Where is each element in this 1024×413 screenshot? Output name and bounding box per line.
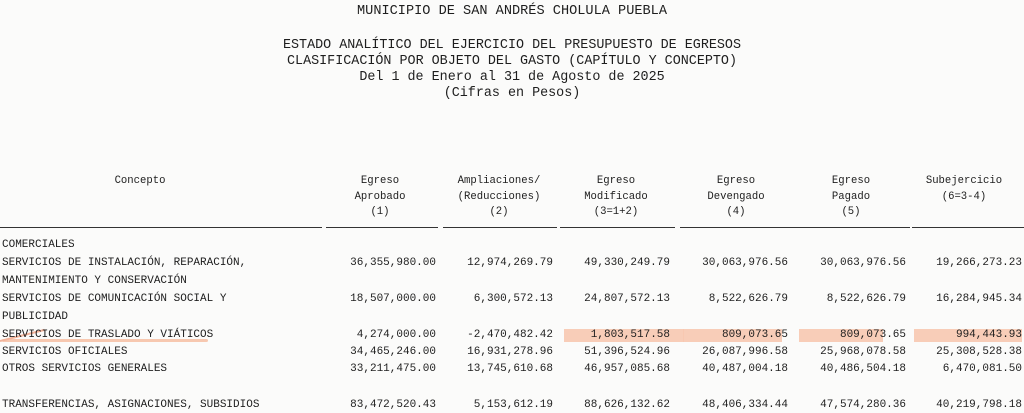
- header-rule: [326, 227, 438, 228]
- header-rule: [443, 227, 557, 228]
- row-value: 33,211,475.00: [350, 363, 436, 375]
- column-header: [680, 174, 792, 221]
- row-value: 8,522,626.79: [708, 293, 788, 305]
- row-concept: SERVICIOS OFICIALES: [2, 346, 128, 358]
- column-header-line: (4): [726, 206, 746, 218]
- row-value: 6,300,572.13: [473, 293, 553, 305]
- row-value: 18,507,000.00: [350, 293, 436, 305]
- row-value: 12,974,269.79: [467, 257, 553, 269]
- row-value: 994,443.93: [955, 329, 1022, 341]
- column-header: [322, 174, 438, 221]
- report-period: Del 1 de Enero al 31 de Agosto de 2025: [359, 70, 665, 85]
- row-value: 30,063,976.56: [820, 257, 906, 269]
- column-header: [908, 174, 1020, 205]
- row-value: 25,308,528.38: [936, 346, 1022, 358]
- report-units: (Cifras en Pesos): [443, 86, 581, 101]
- table-row: [0, 291, 1024, 307]
- row-value: 83,472,520.43: [350, 399, 436, 411]
- row-concept: COMERCIALES: [2, 239, 75, 251]
- column-header-line: (3=1+2): [593, 206, 639, 218]
- column-header-line: (2): [489, 206, 509, 218]
- column-header-line: (6=3-4): [941, 190, 987, 203]
- row-value: -2,470,482.42: [467, 329, 553, 341]
- table-row: [0, 327, 1024, 343]
- header-rule: [0, 227, 322, 228]
- row-value: 34,465,246.00: [350, 346, 436, 358]
- row-concept: SERVICIOS DE COMUNICACIÓN SOCIAL Y: [2, 293, 227, 305]
- column-header: [560, 174, 672, 221]
- row-value: 48,406,334.44: [702, 399, 788, 411]
- column-header-line: Egreso: [831, 175, 871, 187]
- report-classification: CLASIFICACIÓN POR OBJETO DEL GASTO (CAPÍTULO Y CONCEPTO): [287, 54, 737, 69]
- row-value: 51,396,524.96: [584, 346, 670, 358]
- row-value: 4,274,000.00: [356, 329, 436, 341]
- column-header-line: Ampliaciones/: [457, 175, 541, 187]
- column-header-line: Concepto: [114, 175, 166, 187]
- row-value: 16,931,278.96: [467, 346, 553, 358]
- row-value: 30,063,976.56: [702, 257, 788, 269]
- column-header: [443, 174, 555, 221]
- row-value: 40,219,798.18: [936, 399, 1022, 411]
- row-value: 13,745,610.68: [467, 363, 553, 375]
- row-value: 6,470,081.50: [942, 363, 1022, 375]
- row-value: 5,153,612.19: [473, 399, 553, 411]
- column-header-line: (5): [841, 206, 861, 218]
- column-header-line: Pagado: [831, 190, 871, 203]
- row-value: 809,073.65: [721, 329, 788, 341]
- row-value: 47,574,280.36: [820, 399, 906, 411]
- header-rule: [912, 227, 1024, 228]
- row-concept: MANTENIMIENTO Y CONSERVACIÓN: [2, 275, 187, 287]
- column-header-line: Subejercicio: [925, 175, 1003, 187]
- row-concept: SERVICIOS DE INSTALACIÓN, REPARACIÓN,: [2, 257, 247, 269]
- row-value: 1,803,517.58: [590, 329, 670, 341]
- column-header-line: Devengado: [707, 190, 765, 203]
- column-header-line: Egreso: [360, 175, 400, 187]
- row-value: 8,522,626.79: [826, 293, 906, 305]
- table-row: [0, 273, 1024, 289]
- column-header-line: Modificado: [584, 190, 648, 203]
- table-row: [0, 397, 1024, 413]
- row-value: 88,626,132.62: [584, 399, 670, 411]
- column-header-line: (1): [370, 206, 390, 218]
- row-value: 19,266,273.23: [936, 257, 1022, 269]
- municipality-name: MUNICIPIO DE SAN ANDRÉS CHOLULA PUEBLA: [357, 4, 667, 19]
- column-header-line: (Reducciones): [457, 190, 541, 203]
- header-rule: [560, 227, 675, 228]
- column-header: [60, 174, 220, 190]
- report-header: [0, 4, 1024, 102]
- row-value: 40,486,504.18: [820, 363, 906, 375]
- row-value: 40,487,004.18: [702, 363, 788, 375]
- table-row: [0, 237, 1024, 253]
- row-concept: PUBLICIDAD: [2, 311, 69, 323]
- table-row: [0, 361, 1024, 377]
- column-header-line: Aprobado: [354, 190, 406, 203]
- column-header-line: Egreso: [596, 175, 636, 187]
- report-title: ESTADO ANALÍTICO DEL EJERCICIO DEL PRESUPUESTO DE EGRESOS: [282, 38, 742, 53]
- row-value: 809,073.65: [839, 329, 906, 341]
- table-row: [0, 255, 1024, 271]
- header-rule: [680, 227, 795, 228]
- row-value: 46,957,085.68: [584, 363, 670, 375]
- table-row: [0, 344, 1024, 360]
- header-rule: [795, 227, 910, 228]
- row-concept: SERVICIOS DE TRASLADO Y VIÁTICOS: [2, 329, 214, 341]
- row-concept: TRANSFERENCIAS, ASIGNACIONES, SUBSIDIOS: [2, 399, 260, 411]
- column-header: [795, 174, 907, 221]
- row-value: 16,284,945.34: [936, 293, 1022, 305]
- row-value: 49,330,249.79: [584, 257, 670, 269]
- row-value: 24,807,572.13: [584, 293, 670, 305]
- column-header-line: Egreso: [716, 175, 756, 187]
- table-row: [0, 309, 1024, 325]
- row-value: 26,087,996.58: [702, 346, 788, 358]
- row-concept: OTROS SERVICIOS GENERALES: [2, 363, 168, 375]
- row-value: 25,968,078.58: [820, 346, 906, 358]
- table-row: [0, 380, 1024, 396]
- row-value: 36,355,980.00: [350, 257, 436, 269]
